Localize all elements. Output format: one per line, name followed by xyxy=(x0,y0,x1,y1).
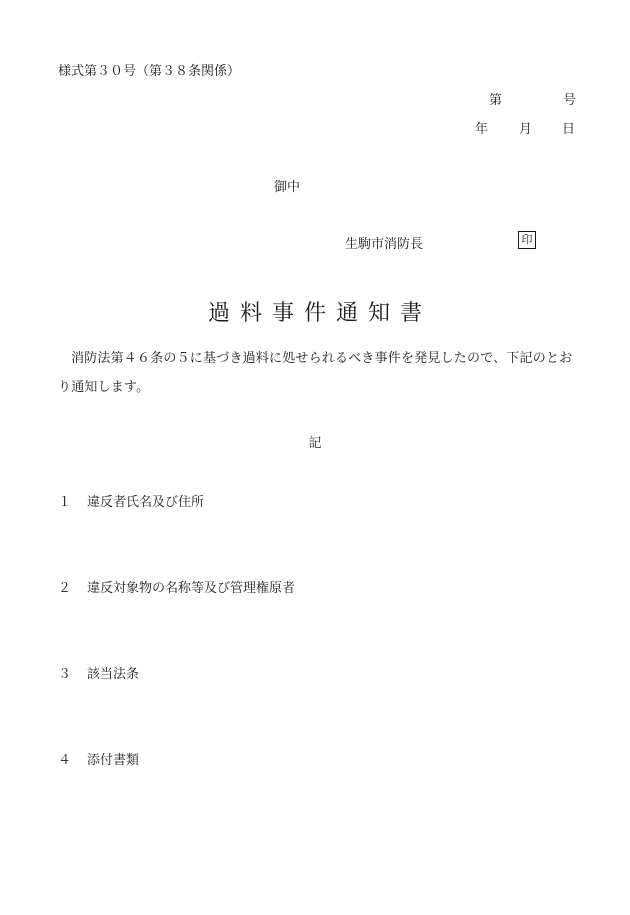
date-month-label: 月 xyxy=(519,122,533,137)
item-label-attachments: 添付書類 xyxy=(87,753,140,768)
item-number: １ xyxy=(58,495,72,510)
ki-heading: 記 xyxy=(308,436,322,451)
document-number-suffix: 号 xyxy=(563,93,577,108)
form-number: 様式第３０号（第３８条関係） xyxy=(58,64,241,79)
body-text: 消防法第４６条の５に基づき過料に処せられるべき事件を発見したので、下記のとおり通知します。 xyxy=(58,351,573,395)
date-day-label: 日 xyxy=(562,122,576,137)
item-label-target: 違反対象物の名称等及び管理権原者 xyxy=(87,581,296,596)
item-number: ２ xyxy=(58,581,72,596)
document-number-prefix: 第 xyxy=(489,93,503,108)
seal-icon: 印 xyxy=(518,231,536,249)
item-number: ４ xyxy=(58,753,72,768)
item-number: ３ xyxy=(58,667,72,682)
item-label-violator: 違反者氏名及び住所 xyxy=(87,495,205,510)
addressee-suffix: 御中 xyxy=(274,180,301,195)
date-year-label: 年 xyxy=(475,122,489,137)
sender-name: 生駒市消防長 xyxy=(345,237,424,252)
item-label-law: 該当法条 xyxy=(87,667,140,682)
document-title: 過料事件通知書 xyxy=(207,301,432,326)
